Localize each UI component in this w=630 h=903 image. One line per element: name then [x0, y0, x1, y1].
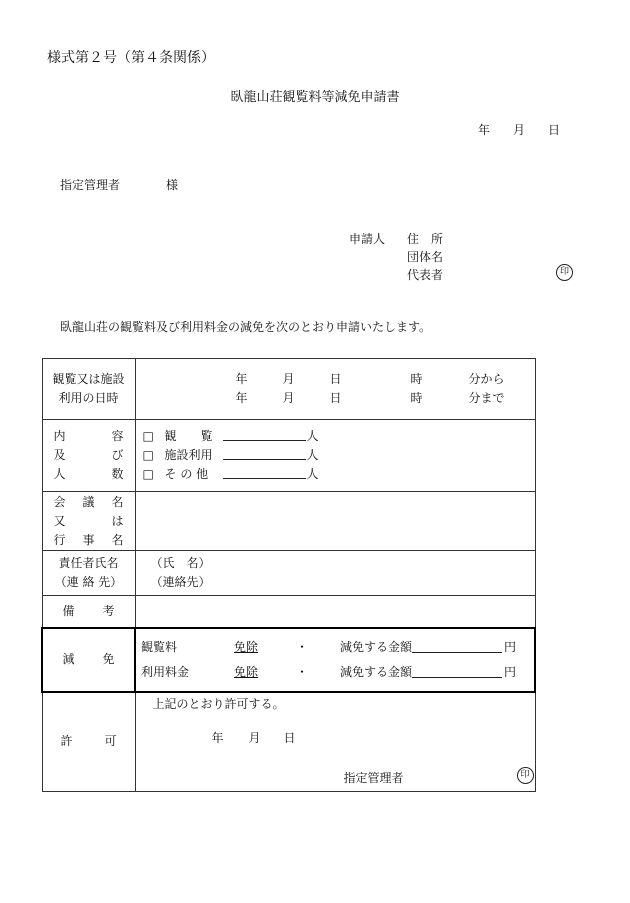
- checkbox-other[interactable]: □: [142, 467, 154, 481]
- permission-value-cell: [135, 692, 535, 792]
- reduction-label-char: 免: [102, 652, 115, 666]
- usage-exempt-option[interactable]: 免除: [234, 664, 259, 679]
- datetime-row: [42, 359, 535, 420]
- content-item-facility[interactable]: [136, 446, 535, 465]
- content-value-cell: [135, 420, 535, 492]
- application-form-table: [41, 358, 536, 792]
- start-month: 月: [282, 372, 295, 386]
- application-date-month: 月: [513, 123, 526, 137]
- item-label-facility: 施設利用: [164, 448, 213, 462]
- meeting-label-char: 会: [53, 494, 66, 509]
- other-unit: 人: [306, 467, 319, 481]
- viewing-count-blank[interactable]: [223, 427, 306, 441]
- meeting-row: [42, 492, 535, 551]
- start-hour: 時: [410, 372, 423, 386]
- viewing-yen-unit: 円: [504, 639, 517, 654]
- end-minute-until: 分まで: [468, 391, 505, 405]
- reduction-label-char: 減: [62, 652, 75, 666]
- reduction-item-usage: [136, 660, 534, 685]
- application-date-day: 日: [548, 123, 561, 137]
- reduction-viewing-fee-label: 観覧料: [141, 639, 178, 654]
- applicant-group-label: 団体名: [407, 250, 444, 264]
- checkbox-viewing[interactable]: □: [142, 429, 154, 443]
- reduction-usage-fee-label: 利用料金: [141, 664, 190, 679]
- applicant-seal-mark: 印: [556, 264, 573, 281]
- meeting-value-cell[interactable]: [135, 492, 535, 551]
- content-item-other[interactable]: [136, 465, 535, 484]
- reduction-row: [42, 628, 535, 692]
- end-month: 月: [282, 391, 295, 405]
- viewing-reduce-amount-label[interactable]: 減免する金額: [340, 639, 413, 654]
- option-separator: ・: [296, 664, 309, 679]
- datetime-value-cell[interactable]: [135, 359, 535, 420]
- datetime-label-line2: 利用の日時: [58, 391, 119, 405]
- content-label-char: 及: [53, 448, 66, 462]
- responsible-label-line1: 責任者氏名: [58, 556, 119, 570]
- addressee-manager: 指定管理者: [60, 178, 121, 192]
- permission-manager-label: 指定管理者: [343, 770, 404, 785]
- intro-statement: 臥龍山荘の観覧料及び利用料金の減免を次のとおり申請いたします。: [60, 320, 432, 334]
- applicant-address-label: 住 所: [407, 232, 444, 246]
- applicant-representative-label: 代表者: [407, 268, 444, 282]
- meeting-label-char: 名: [111, 494, 124, 509]
- addressee-honorific: 様: [166, 178, 179, 192]
- responsible-value-cell[interactable]: [135, 551, 535, 596]
- permission-label-char: 許: [60, 734, 73, 749]
- datetime-end-row: [136, 389, 535, 408]
- start-year: 年: [235, 372, 248, 386]
- other-count-blank[interactable]: [223, 465, 306, 479]
- content-row: [42, 420, 535, 492]
- viewing-unit: 人: [306, 429, 319, 443]
- end-year: 年: [235, 391, 248, 405]
- responsible-name-label: （氏 名）: [150, 556, 211, 570]
- option-separator: ・: [296, 639, 309, 654]
- responsible-contact-label: （連絡先）: [150, 575, 211, 589]
- remarks-label-char: 備: [62, 603, 75, 618]
- start-day: 日: [329, 372, 342, 386]
- content-label-cell: [42, 420, 135, 492]
- permission-day: 日: [283, 730, 296, 745]
- remarks-label-cell: [42, 596, 135, 628]
- meeting-label-char: 行: [53, 532, 66, 547]
- remarks-label-char: 考: [102, 603, 115, 618]
- content-label-char: 人: [53, 467, 66, 481]
- datetime-label-cell: [42, 359, 135, 420]
- viewing-exempt-option[interactable]: 免除: [234, 639, 259, 654]
- permission-seal-mark: 印: [517, 767, 534, 784]
- start-minute-from: 分から: [468, 372, 505, 386]
- permission-statement: 上記のとおり許可する。: [152, 696, 285, 711]
- permission-label-char: 可: [104, 734, 117, 749]
- usage-reduce-amount-label[interactable]: 減免する金額: [340, 664, 413, 679]
- remarks-value-cell[interactable]: [135, 596, 535, 628]
- usage-amount-blank[interactable]: [412, 664, 502, 678]
- content-label-char: び: [111, 448, 124, 462]
- responsible-label-cell: [42, 551, 135, 596]
- content-item-viewing[interactable]: [136, 427, 535, 446]
- application-date-year: 年: [478, 123, 491, 137]
- remarks-row: [42, 596, 535, 628]
- checkbox-facility[interactable]: □: [142, 448, 154, 462]
- datetime-start-row: [136, 370, 535, 389]
- content-label-char: 内: [53, 429, 66, 443]
- permission-label-cell: [42, 692, 135, 792]
- item-label-other: そ の 他: [164, 467, 209, 481]
- meeting-label-char: 事: [82, 532, 95, 547]
- responsible-label-line2: （連 絡 先）: [54, 575, 123, 589]
- meeting-label-char: 又: [53, 513, 66, 528]
- reduction-item-viewing: [136, 635, 534, 660]
- form-number: 様式第２号（第４条関係）: [47, 50, 215, 66]
- facility-count-blank[interactable]: [223, 446, 306, 460]
- item-label-viewing: 観 覧: [164, 429, 213, 443]
- meeting-label-char: は: [111, 513, 124, 528]
- facility-unit: 人: [306, 448, 319, 462]
- meeting-label-char: 名: [111, 532, 124, 547]
- content-label-char: 数: [111, 467, 124, 481]
- usage-yen-unit: 円: [504, 664, 517, 679]
- content-label-char: 容: [111, 429, 124, 443]
- viewing-amount-blank[interactable]: [412, 639, 502, 653]
- document-title: 臥龍山荘観覧料等減免申請書: [230, 90, 400, 105]
- datetime-label-line1: 観覧又は施設: [52, 372, 125, 386]
- reduction-value-cell: [135, 628, 535, 692]
- meeting-label-cell: [42, 492, 135, 551]
- responsible-row: [42, 551, 535, 596]
- end-day: 日: [329, 391, 342, 405]
- reduction-label-cell: [42, 628, 135, 692]
- permission-month: 月: [248, 730, 261, 745]
- permission-row: [42, 692, 535, 792]
- permission-year: 年: [211, 730, 224, 745]
- meeting-label-char: 議: [82, 494, 95, 509]
- end-hour: 時: [410, 391, 423, 405]
- applicant-label: 申請人: [349, 232, 386, 246]
